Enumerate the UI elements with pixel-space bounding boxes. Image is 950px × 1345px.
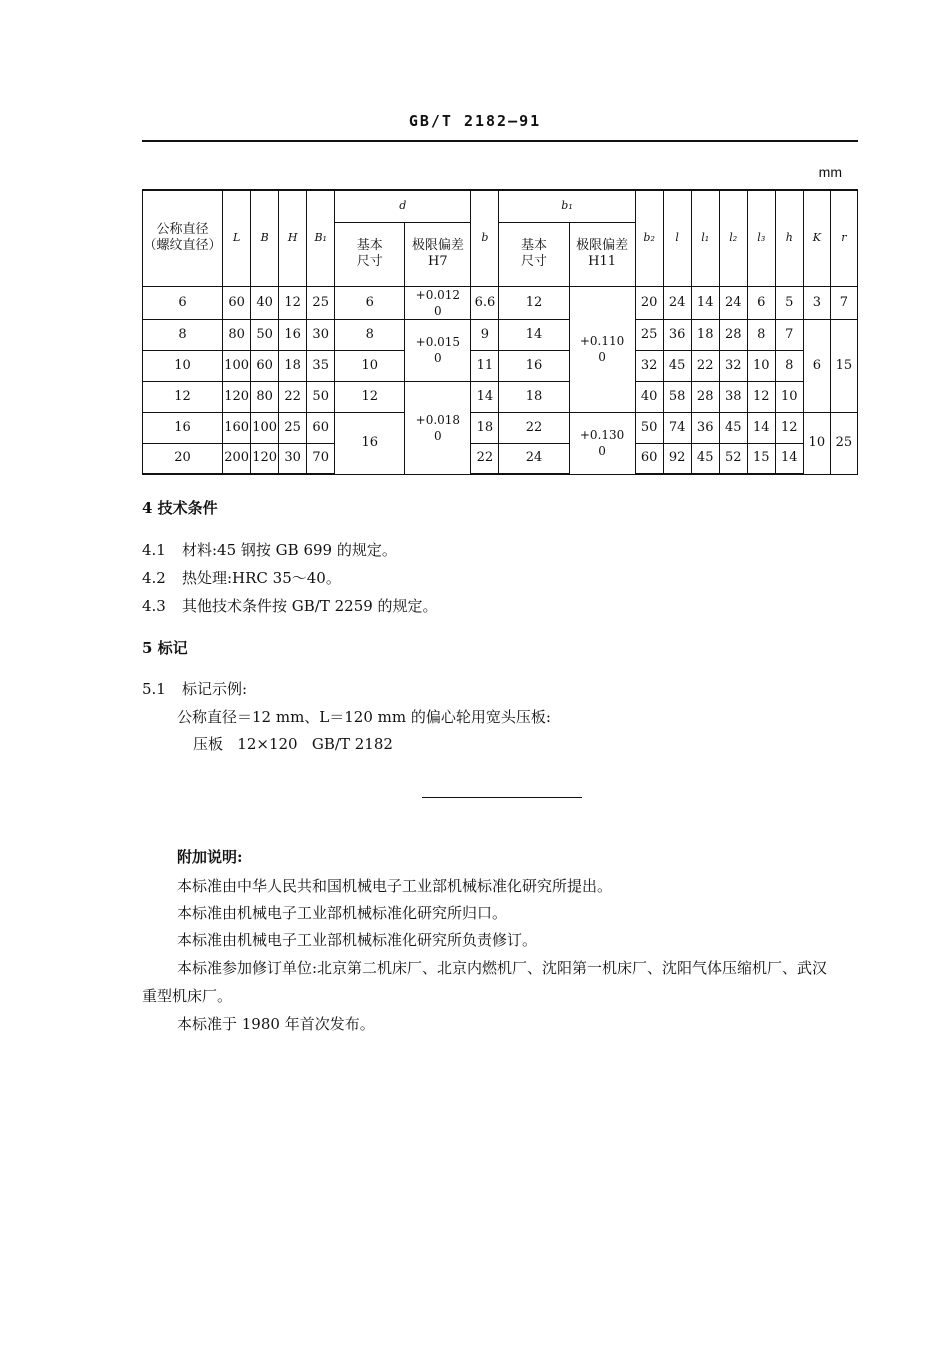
cell-d-tolerance [405, 319, 471, 381]
header-b: b [471, 190, 499, 286]
cell-l: 92 [663, 443, 691, 474]
cell-H: 18 [279, 350, 307, 381]
note-line: 本标准于 1980 年首次发布。 [177, 1015, 375, 1033]
clause-text: 材料:45 钢按 GB 699 的规定。 [182, 541, 397, 559]
cell-L: 200 [223, 443, 251, 474]
cell-L: 160 [223, 412, 251, 443]
cell-B: 50 [251, 319, 279, 350]
cell-l1: 18 [691, 319, 719, 350]
cell-B1: 50 [307, 381, 335, 412]
cell-L: 60 [223, 286, 251, 319]
cell-b1: 14 [499, 319, 569, 350]
cell-d: 6 [335, 286, 405, 319]
clause-4-1 [142, 539, 397, 560]
header-L: L [223, 190, 251, 286]
header-r: r [830, 190, 857, 286]
header-H: H [279, 190, 307, 286]
cell-b1-tolerance [569, 286, 635, 412]
table-row [143, 319, 858, 350]
cell-d: 16 [335, 412, 405, 474]
header-rule [142, 140, 858, 142]
cell-b2: 60 [635, 443, 663, 474]
header-l3: l₃ [747, 190, 775, 286]
cell-H: 16 [279, 319, 307, 350]
tolerance-upper: +0.012 [415, 287, 461, 302]
clause-number: 5.1 [142, 680, 166, 698]
header-B1: B₁ [307, 190, 335, 286]
marking-example-description: 公称直径＝12 mm、L＝120 mm 的偏心轮用宽头压板: [177, 708, 551, 726]
cell-b: 9 [471, 319, 499, 350]
header-nominal-line1: 公称直径 [156, 222, 209, 238]
cell-b2: 50 [635, 412, 663, 443]
note-line: 本标准参加修订单位:北京第二机床厂、北京内燃机厂、沈阳第一机床厂、沈阳气体压缩机厂、武汉 [177, 959, 828, 977]
cell-b2: 32 [635, 350, 663, 381]
cell-l1: 45 [691, 443, 719, 474]
header-d-H7: H7 [428, 254, 448, 269]
cell-d: 10 [335, 350, 405, 381]
header-b1-H11: H11 [588, 254, 617, 269]
tolerance-lower: 0 [598, 350, 606, 364]
cell-h: 8 [775, 350, 803, 381]
cell-b2: 20 [635, 286, 663, 319]
cell-d-tolerance [405, 286, 471, 319]
header-l2: l₂ [719, 190, 747, 286]
cell-b1-tolerance [569, 412, 635, 474]
cell-h: 10 [775, 381, 803, 412]
cell-l: 58 [663, 381, 691, 412]
cell-l2: 24 [719, 286, 747, 319]
cell-b: 14 [471, 381, 499, 412]
clause-number: 4.2 [142, 569, 166, 587]
header-b1: b₁ [499, 190, 635, 222]
cell-b1: 22 [499, 412, 569, 443]
cell-nominal: 20 [143, 443, 223, 474]
cell-K: 6 [803, 319, 830, 412]
note-line-continuation: 重型机床厂。 [142, 987, 233, 1005]
header-d-deviation-line1: 极限偏差 [411, 238, 464, 253]
cell-L: 80 [223, 319, 251, 350]
header-b1-deviation [569, 222, 635, 286]
cell-l1: 22 [691, 350, 719, 381]
cell-K: 3 [803, 286, 830, 319]
cell-d-tolerance [405, 381, 471, 474]
cell-b2: 40 [635, 381, 663, 412]
cell-l3: 12 [747, 381, 775, 412]
clause-text: 热处理:HRC 35～40。 [182, 569, 341, 587]
header-b1-basic-line1: 基本 [520, 238, 547, 253]
cell-b: 6.6 [471, 286, 499, 319]
dimension-table [142, 189, 858, 475]
cell-l3: 6 [747, 286, 775, 319]
clause-5-1 [142, 678, 247, 699]
cell-nominal: 6 [143, 286, 223, 319]
marking-example: 压板 12×120 GB/T 2182 [193, 735, 393, 753]
header-b2: b₂ [635, 190, 663, 286]
header-b1-basic [499, 222, 569, 286]
cell-H: 22 [279, 381, 307, 412]
cell-H: 12 [279, 286, 307, 319]
table-row [143, 443, 858, 474]
table-row [143, 286, 858, 319]
cell-l3: 14 [747, 412, 775, 443]
cell-nominal: 16 [143, 412, 223, 443]
cell-r: 25 [830, 412, 857, 474]
cell-B: 60 [251, 350, 279, 381]
cell-b1: 16 [499, 350, 569, 381]
cell-l: 45 [663, 350, 691, 381]
header-h: h [775, 190, 803, 286]
cell-l1: 14 [691, 286, 719, 319]
cell-l1: 28 [691, 381, 719, 412]
note-line: 本标准由中华人民共和国机械电子工业部机械标准化研究所提出。 [177, 877, 613, 895]
cell-h: 14 [775, 443, 803, 474]
cell-l2: 52 [719, 443, 747, 474]
clause-number: 4.1 [142, 541, 166, 559]
note-line: 本标准由机械电子工业部机械标准化研究所归口。 [177, 904, 508, 922]
cell-r: 15 [830, 319, 857, 412]
section-divider [422, 797, 582, 798]
cell-B: 120 [251, 443, 279, 474]
cell-b1: 24 [499, 443, 569, 474]
header-b1-basic-line2: 尺寸 [520, 254, 547, 269]
cell-B: 100 [251, 412, 279, 443]
notes-title: 附加说明: [177, 848, 243, 866]
cell-K: 10 [803, 412, 830, 474]
header-nominal-line2: （螺纹直径） [143, 238, 222, 254]
cell-h: 7 [775, 319, 803, 350]
standard-code-header: GB/T 2182—91 [408, 112, 542, 130]
cell-b2: 25 [635, 319, 663, 350]
cell-l3: 10 [747, 350, 775, 381]
cell-h: 5 [775, 286, 803, 319]
table-header-row-1 [143, 190, 858, 222]
cell-d: 8 [335, 319, 405, 350]
cell-B: 40 [251, 286, 279, 319]
table-row [143, 381, 858, 412]
cell-l3: 15 [747, 443, 775, 474]
cell-l2: 28 [719, 319, 747, 350]
cell-B: 80 [251, 381, 279, 412]
header-nominal-diameter [143, 190, 223, 286]
header-d-basic-line1: 基本 [356, 238, 383, 253]
cell-l3: 8 [747, 319, 775, 350]
tolerance-upper: +0.015 [415, 335, 461, 349]
cell-H: 30 [279, 443, 307, 474]
cell-l2: 32 [719, 350, 747, 381]
cell-l: 74 [663, 412, 691, 443]
header-K: K [803, 190, 830, 286]
cell-nominal: 8 [143, 319, 223, 350]
header-d: d [335, 190, 471, 222]
cell-l2: 45 [719, 412, 747, 443]
tolerance-upper: +0.130 [579, 428, 625, 442]
cell-nominal: 10 [143, 350, 223, 381]
cell-B1: 35 [307, 350, 335, 381]
cell-B1: 60 [307, 412, 335, 443]
cell-b1: 18 [499, 381, 569, 412]
cell-l: 24 [663, 286, 691, 319]
cell-nominal: 12 [143, 381, 223, 412]
cell-b: 11 [471, 350, 499, 381]
cell-L: 100 [223, 350, 251, 381]
table-row [143, 412, 858, 443]
section-4-title: 4 技术条件 [142, 499, 218, 517]
cell-b: 22 [471, 443, 499, 474]
cell-B1: 30 [307, 319, 335, 350]
clause-text: 标记示例: [182, 680, 248, 698]
tolerance-lower: 0 [434, 428, 442, 443]
header-l: l [663, 190, 691, 286]
tolerance-upper: +0.018 [415, 412, 461, 427]
tolerance-upper: +0.110 [579, 334, 625, 348]
table-row [143, 350, 858, 381]
clause-4-2 [142, 567, 341, 588]
cell-l1: 36 [691, 412, 719, 443]
header-d-deviation [405, 222, 471, 286]
header-d-basic-line2: 尺寸 [356, 254, 383, 269]
cell-B1: 25 [307, 286, 335, 319]
tolerance-lower: 0 [598, 444, 606, 458]
cell-B1: 70 [307, 443, 335, 474]
tolerance-lower: 0 [434, 303, 442, 318]
header-b1-deviation-line1: 极限偏差 [576, 238, 629, 253]
header-d-basic [335, 222, 405, 286]
cell-b: 18 [471, 412, 499, 443]
clause-4-3 [142, 595, 438, 616]
header-l1: l₁ [691, 190, 719, 286]
cell-r: 7 [830, 286, 857, 319]
note-line: 本标准由机械电子工业部机械标准化研究所负责修订。 [177, 931, 538, 949]
cell-L: 120 [223, 381, 251, 412]
clause-text: 其他技术条件按 GB/T 2259 的规定。 [182, 597, 438, 615]
header-B: B [251, 190, 279, 286]
cell-d: 12 [335, 381, 405, 412]
cell-H: 25 [279, 412, 307, 443]
section-5-title: 5 标记 [142, 639, 188, 657]
cell-b1: 12 [499, 286, 569, 319]
unit-label: mm [818, 164, 842, 180]
clause-number: 4.3 [142, 597, 166, 615]
cell-l2: 38 [719, 381, 747, 412]
tolerance-lower: 0 [434, 351, 442, 365]
cell-h: 12 [775, 412, 803, 443]
cell-l: 36 [663, 319, 691, 350]
